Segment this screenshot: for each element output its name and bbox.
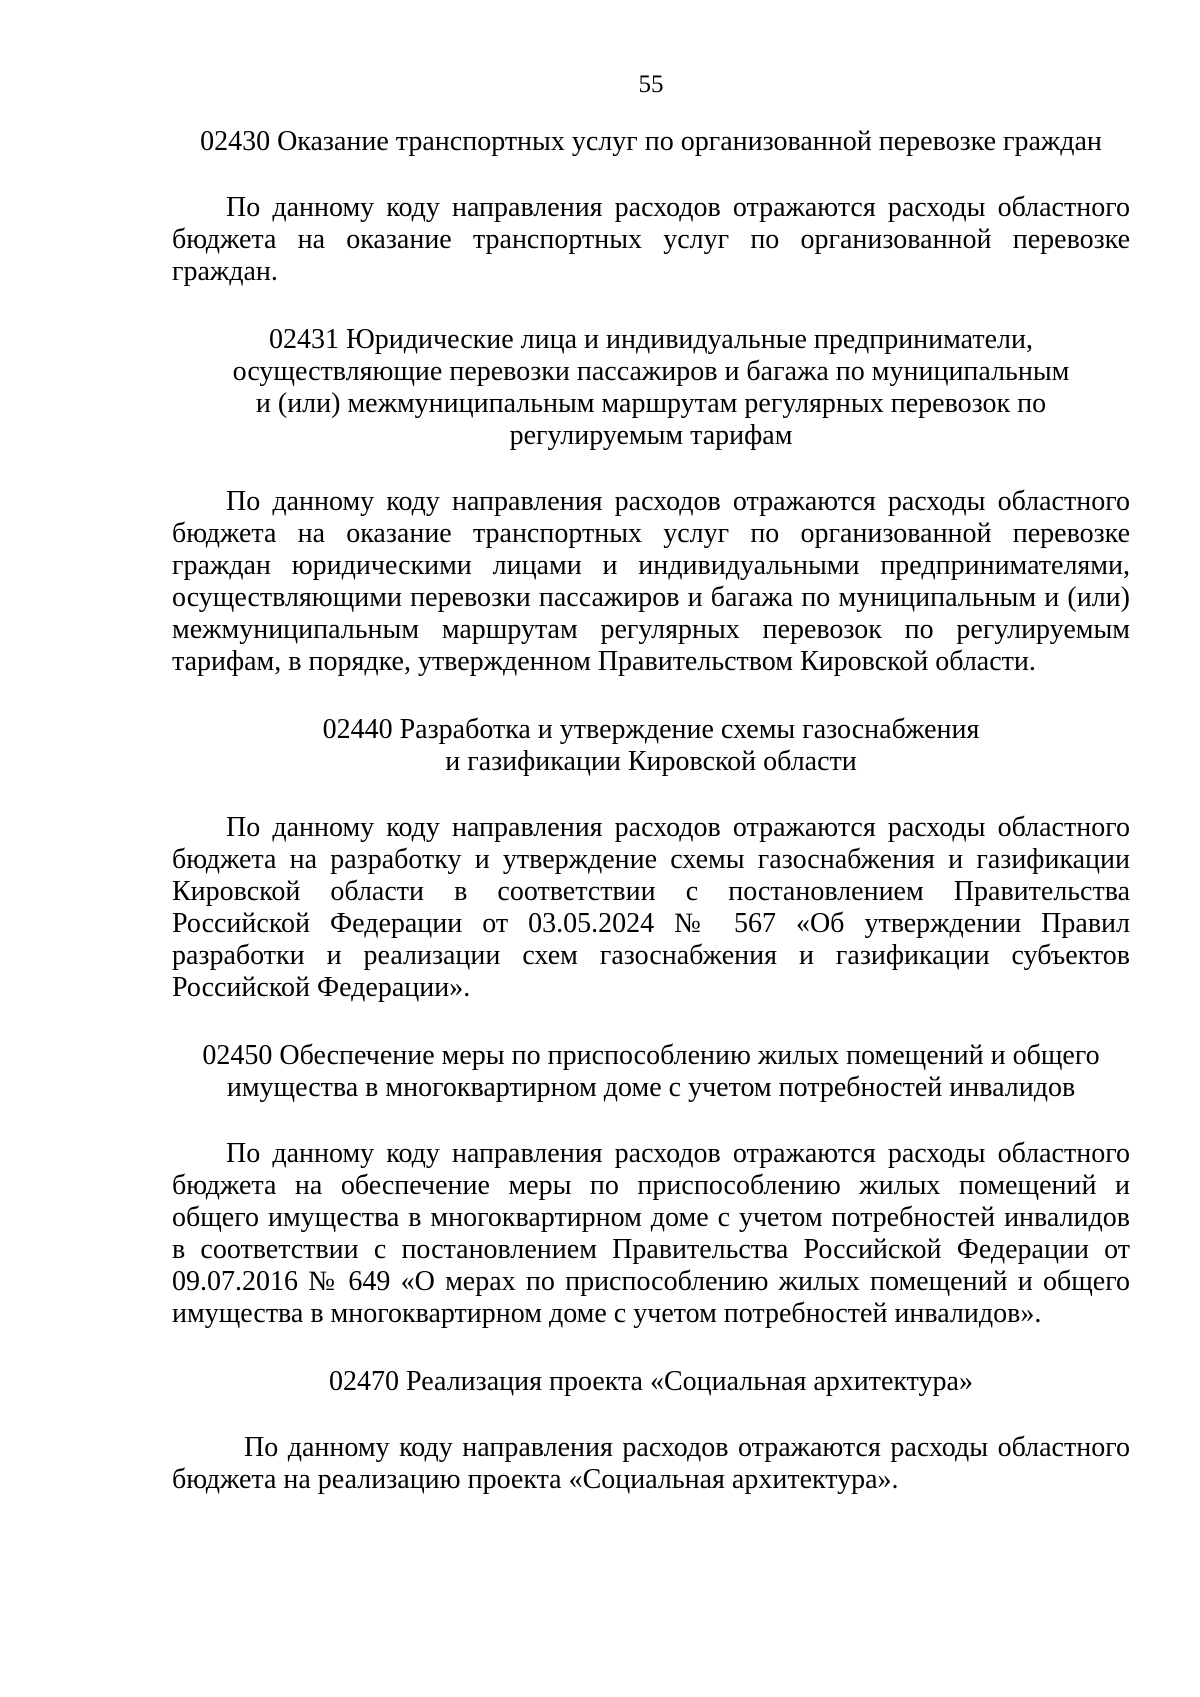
paragraph-line: По данному коду направления расходов отражаются расходы областного [226, 1138, 1130, 1169]
section-paragraph [172, 1432, 1130, 1496]
paragraph-line: тарифам, в порядке, утвержденном Правительством Кировской области. [172, 646, 1036, 677]
paragraph-line: бюджета на реализацию проекта «Социальная архитектура». [172, 1464, 899, 1495]
heading-line: 02440 Разработка и утверждение схемы газоснабжения [322, 714, 980, 745]
heading-line: и (или) межмуниципальным маршрутам регулярных перевозок по [255, 388, 1047, 419]
paragraph-line: бюджета на оказание транспортных услуг по организованной перевозке [172, 518, 1130, 549]
paragraph-line: граждан. [172, 256, 278, 287]
heading-line: регулируемым тарифам [509, 420, 793, 451]
section-heading [172, 324, 1130, 452]
section-02430 [172, 126, 1130, 288]
heading-line: 02431 Юридические лица и индивидуальные предприниматели, [269, 324, 1033, 355]
paragraph-line: граждан юридическими лицами и индивидуальными предпринимателями, [172, 550, 1130, 581]
heading-line: имущества в многоквартирном доме с учетом потребностей инвалидов [226, 1072, 1076, 1103]
section-02431 [172, 324, 1130, 678]
paragraph-line: бюджета на обеспечение меры по приспособлению жилых помещений и [172, 1170, 1130, 1201]
paragraph-line: осуществляющими перевозки пассажиров и багажа по муниципальным и (или) [172, 582, 1130, 613]
paragraph-line: межмуниципальным маршрутам регулярных перевозок по регулируемым [172, 614, 1130, 645]
paragraph-line: По данному коду направления расходов отражаются расходы областного [226, 486, 1130, 517]
heading-line: осуществляющие перевозки пассажиров и багажа по муниципальным [232, 356, 1070, 387]
paragraph-line: По данному коду направления расходов отражаются расходы областного [226, 812, 1130, 843]
paragraph-line: имущества в многоквартирном доме с учетом потребностей инвалидов». [172, 1298, 1042, 1329]
section-paragraph [172, 812, 1130, 1004]
page-number: 55 [638, 71, 664, 98]
heading-line: и газификации Кировской области [445, 746, 857, 777]
paragraph-line: общего имущества в многоквартирном доме с учетом потребностей инвалидов [172, 1202, 1130, 1233]
document-body [172, 126, 1130, 1496]
section-paragraph [172, 486, 1130, 678]
section-02440 [172, 714, 1130, 1004]
paragraph-line: бюджета на разработку и утверждение схемы газоснабжения и газификации [172, 844, 1130, 875]
paragraph-line: По данному коду направления расходов отражаются расходы областного [226, 192, 1130, 223]
section-02470 [172, 1366, 1130, 1496]
paragraph-line: Российской Федерации». [172, 972, 471, 1003]
paragraph-line: Российской Федерации от 03.05.2024 № 567 «Об утверждении Правил [172, 908, 1130, 939]
heading-line: 02450 Обеспечение меры по приспособлению жилых помещений и общего [202, 1040, 1100, 1071]
paragraph-line: По данному коду направления расходов отражаются расходы областного [244, 1432, 1130, 1463]
paragraph-line: разработки и реализации схем газоснабжения и газификации субъектов [172, 940, 1130, 971]
section-heading [172, 126, 1130, 158]
paragraph-line: 09.07.2016 № 649 «О мерах по приспособлению жилых помещений и общего [172, 1266, 1130, 1297]
section-02450 [172, 1040, 1130, 1330]
section-heading [172, 714, 1130, 778]
section-paragraph [172, 192, 1130, 288]
paragraph-line: бюджета на оказание транспортных услуг по организованной перевозке [172, 224, 1130, 255]
section-paragraph [172, 1138, 1130, 1330]
paragraph-line: в соответствии с постановлением Правительства Российской Федерации от [172, 1234, 1130, 1265]
heading-line: 02430 Оказание транспортных услуг по организованной перевозке граждан [200, 126, 1102, 157]
paragraph-line: Кировской области в соответствии с постановлением Правительства [172, 876, 1130, 907]
heading-line: 02470 Реализация проекта «Социальная архитектура» [329, 1366, 973, 1397]
section-heading [172, 1040, 1130, 1104]
section-heading [172, 1366, 1130, 1398]
